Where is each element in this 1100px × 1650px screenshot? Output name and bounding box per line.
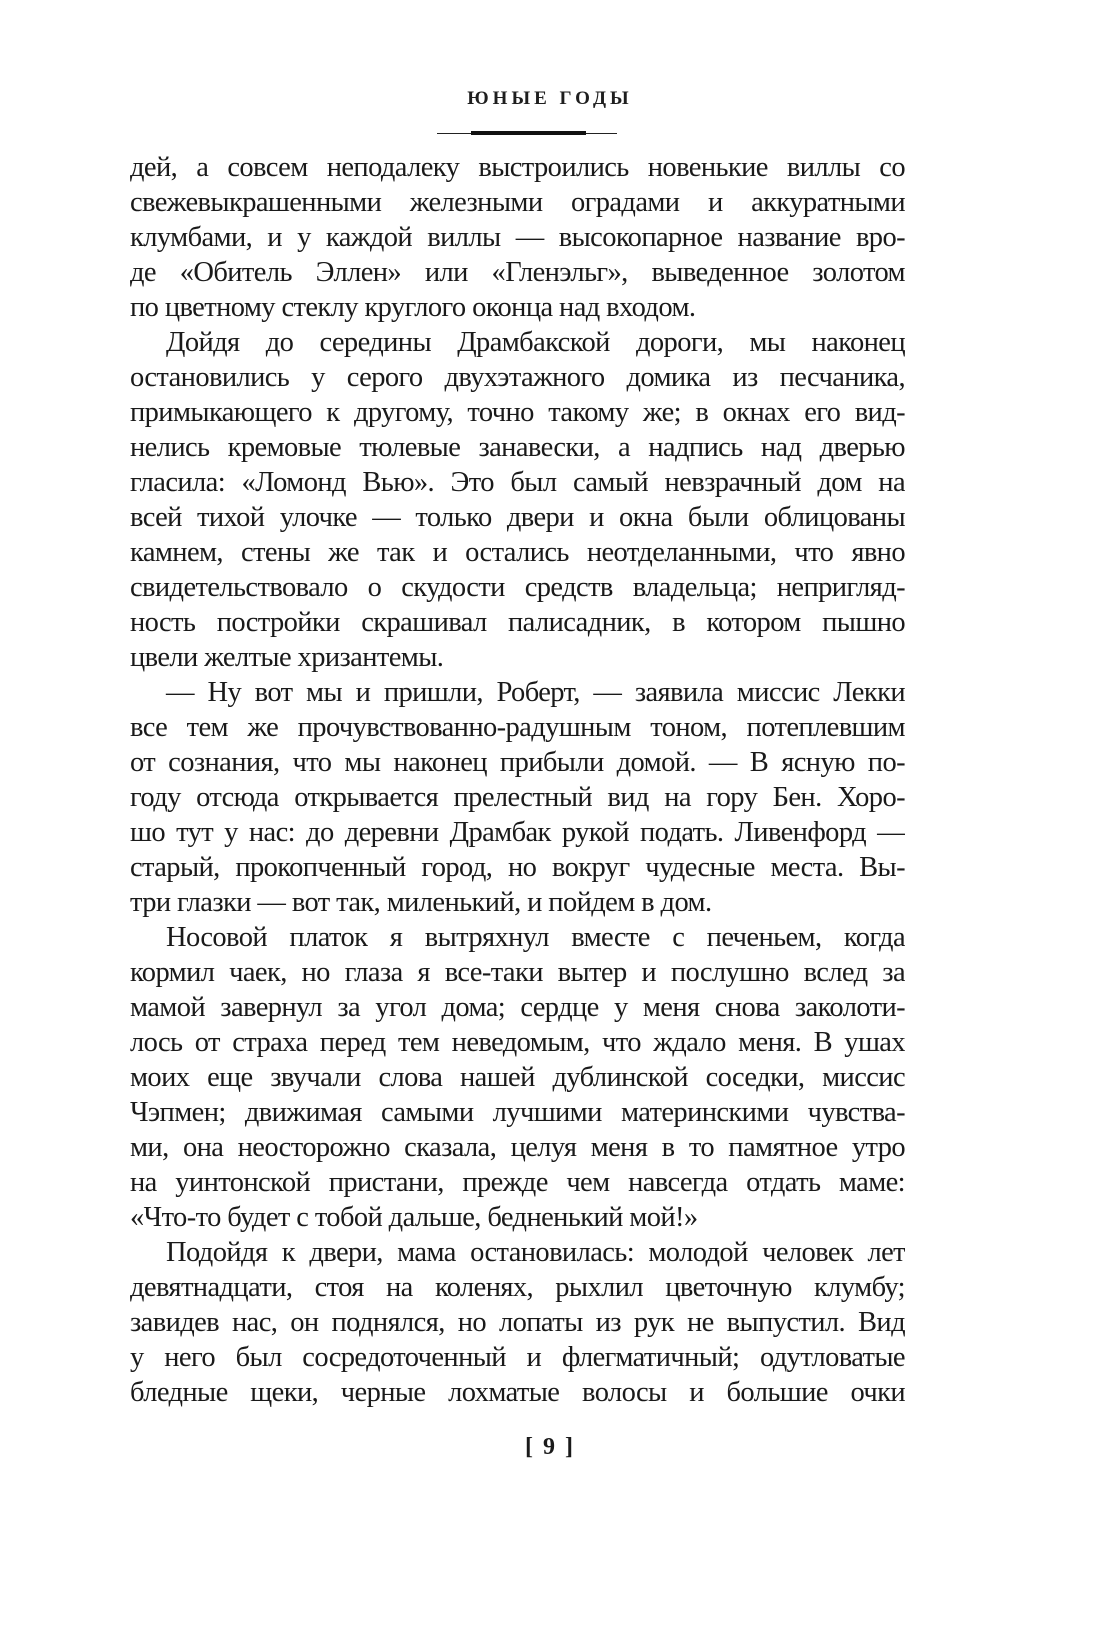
text-line: ми, она неосторожно сказала, целуя меня в то памятное утро	[130, 1132, 905, 1163]
text-line: клумбами, и у каждой виллы — высокопарное название вро-	[130, 222, 905, 253]
text-line: камнем, стены же так и остались неотделанными, что явно	[130, 537, 905, 568]
body-text	[130, 150, 905, 1410]
text-line: примыкающего к другому, точно такому же; в окнах его вид-	[130, 397, 905, 428]
text-line: всей тихой улочке — только двери и окна были облицованы	[130, 502, 905, 533]
text-line: бледные щеки, черные лохматые волосы и большие очки	[130, 1377, 905, 1408]
running-head-rule-accent	[471, 131, 586, 135]
running-head: ЮНЫЕ ГОДЫ	[467, 88, 633, 109]
text-line: моих еще звучали слова нашей дублинской соседки, миссис	[130, 1062, 905, 1093]
text-line: ность постройки скрашивал палисадник, в котором пышно	[130, 607, 905, 638]
paragraph-first-line: — Ну вот мы и пришли, Роберт, — заявила миссис Лекки	[166, 677, 905, 708]
text-line: все тем же прочувствованно-радушным тоном, потеплевшим	[130, 712, 905, 743]
paragraph-first-line: Дойдя до середины Драмбакской дороги, мы наконец	[166, 327, 905, 358]
text-line: от сознания, что мы наконец прибыли домой. — В ясную по-	[130, 747, 905, 778]
text-line: на уинтонской пристани, прежде чем навсегда отдать маме:	[130, 1167, 905, 1198]
text-line: гласила: «Ломонд Вью». Это был самый невзрачный дом на	[130, 467, 905, 498]
text-line: «Что-то будет с тобой дальше, бедненький мой!»	[130, 1202, 698, 1233]
text-line: остановились у серого двухэтажного домика из песчаника,	[130, 362, 905, 393]
text-line: завидев нас, он поднялся, но лопаты из рук не выпустил. Вид	[130, 1307, 905, 1338]
text-line: свидетельствовало о скудости средств владельца; непригляд-	[130, 572, 905, 603]
page-number: [ 9 ]	[525, 1434, 575, 1460]
paragraph-first-line: Подойдя к двери, мама остановилась: молодой человек лет	[166, 1237, 905, 1268]
text-line: нелись кремовые тюлевые занавески, а надпись над дверью	[130, 432, 905, 463]
text-line: шо тут у нас: до деревни Драмбак рукой подать. Ливенфорд —	[130, 817, 905, 848]
text-line: у него был сосредоточенный и флегматичный; одутловатые	[130, 1342, 905, 1373]
text-line: де «Обитель Эллен» или «Гленэльг», выведенное золотом	[130, 257, 905, 288]
text-line: старый, прокопченный город, но вокруг чудесные места. Вы-	[130, 852, 905, 883]
text-line: цвели желтые хризантемы.	[130, 642, 444, 673]
text-line: девятнадцати, стоя на коленях, рыхлил цветочную клумбу;	[130, 1272, 905, 1303]
text-line: дей, а совсем неподалеку выстроились новенькие виллы со	[130, 152, 905, 183]
text-line: году отсюда открывается прелестный вид на гору Бен. Хоро-	[130, 782, 905, 813]
text-line: по цветному стеклу круглого оконца над входом.	[130, 292, 696, 323]
paragraph-first-line: Носовой платок я вытряхнул вместе с печеньем, когда	[166, 922, 905, 953]
text-line: свежевыкрашенными железными оградами и аккуратными	[130, 187, 905, 218]
text-line: мамой завернул за угол дома; сердце у меня снова заколоти-	[130, 992, 905, 1023]
text-line: кормил чаек, но глаза я все-таки вытер и послушно вслед за	[130, 957, 905, 988]
text-line: лось от страха перед тем неведомым, что ждало меня. В ушах	[130, 1027, 905, 1058]
text-line: три глазки — вот так, миленький, и пойдем в дом.	[130, 887, 712, 918]
text-line: Чэпмен; движимая самыми лучшими материнскими чувства-	[130, 1097, 905, 1128]
